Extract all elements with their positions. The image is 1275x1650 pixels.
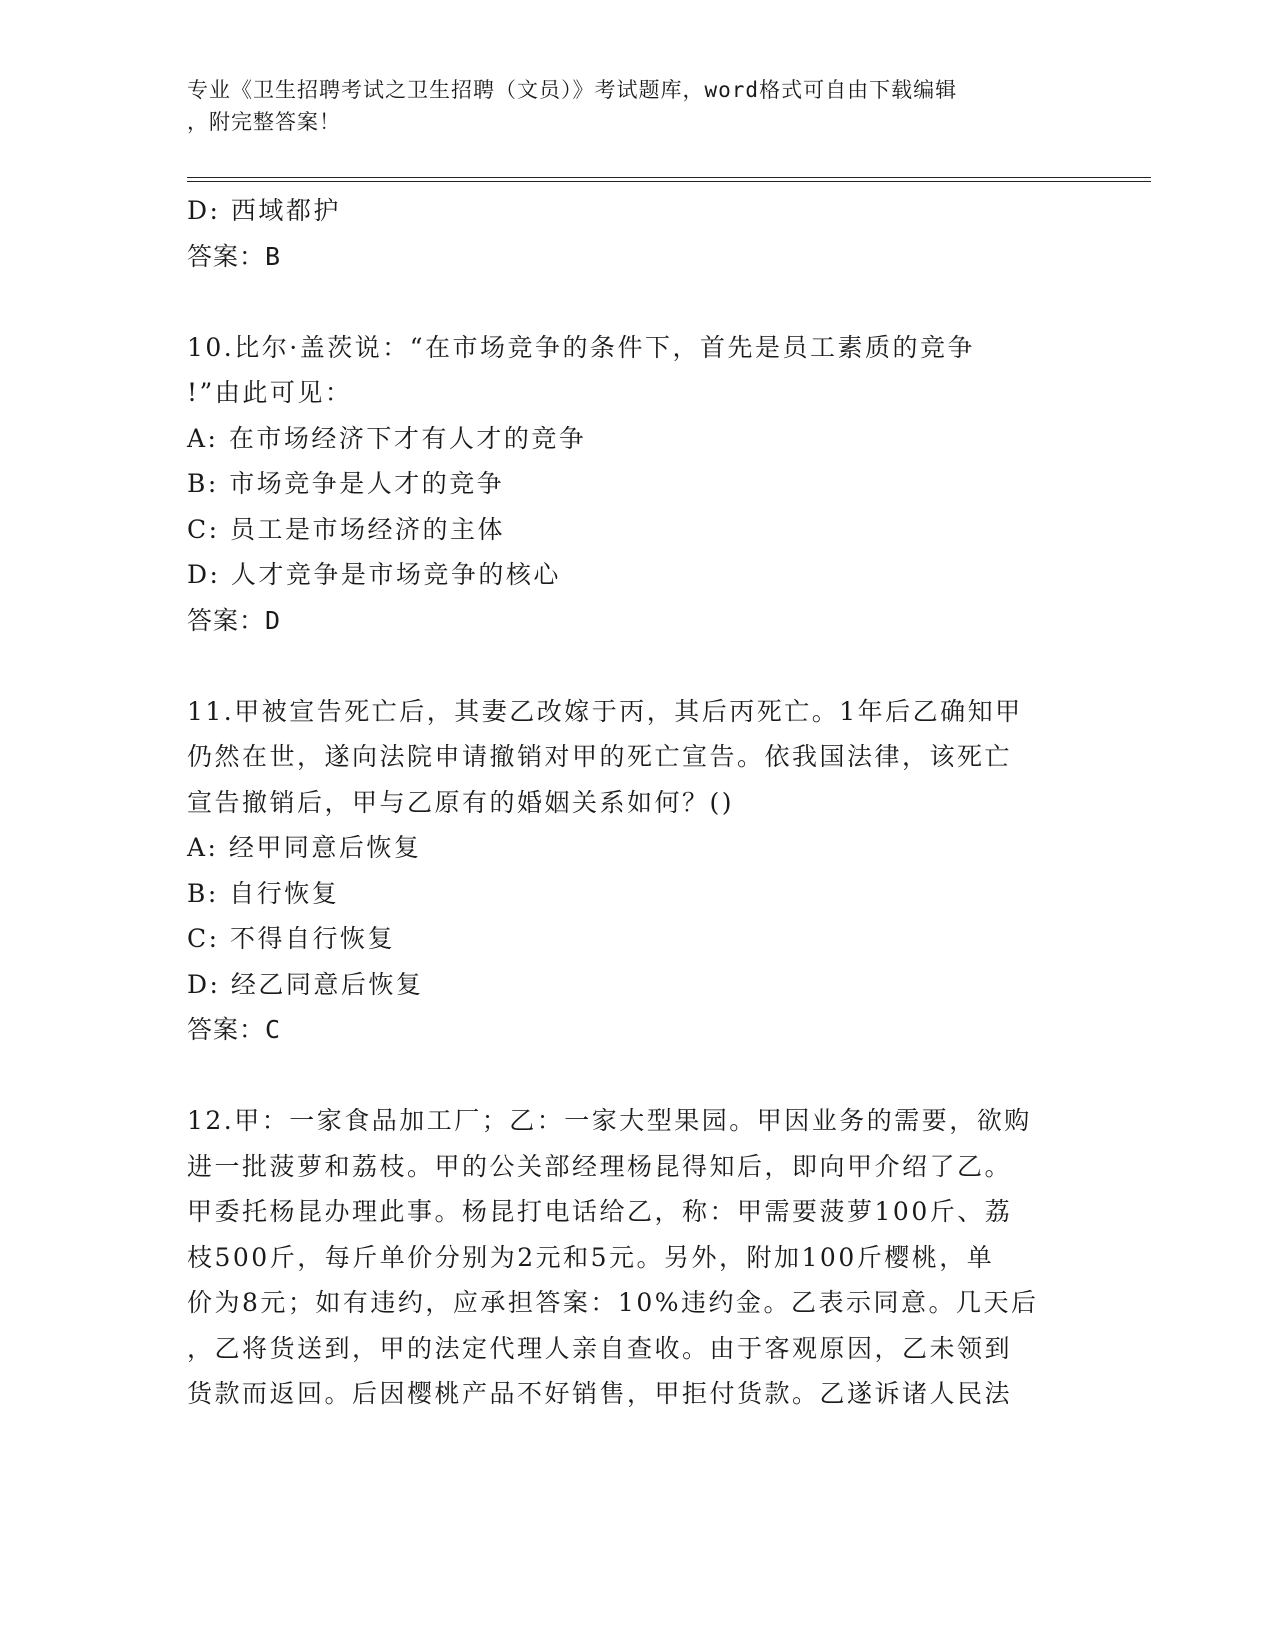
option-d: D: 西域都护	[187, 196, 341, 225]
question-text-line: 12.甲：一家食品加工厂；乙：一家大型果园。甲因业务的需要，欲购	[187, 1106, 1032, 1135]
document-header	[187, 74, 1067, 138]
answer-line: 答案：D	[187, 605, 282, 635]
option-a: A: 在市场经济下才有人才的竞争	[187, 423, 587, 453]
option-c: C: 不得自行恢复	[187, 924, 395, 953]
header-line-1: 专业《卫生招聘考试之卫生招聘（文员）》考试题库，word格式可自由下载编辑	[187, 78, 958, 102]
option-d: D: 人才竞争是市场竞争的核心	[187, 560, 561, 589]
option-b: B: 市场竞争是人才的竞争	[187, 469, 505, 498]
option-b: B: 自行恢复	[187, 878, 340, 908]
question-text-line: 货款而返回。后因樱桃产品不好销售，甲拒付货款。乙遂诉诸人民法	[187, 1379, 1013, 1408]
question-12	[187, 1098, 1087, 1417]
question-text-line: 宣告撤销后，甲与乙原有的婚姻关系如何？()	[187, 787, 735, 817]
header-line-2: ，附完整答案！	[187, 110, 341, 134]
option-d: D: 经乙同意后恢复	[187, 969, 424, 999]
option-a: A: 经甲同意后恢复	[187, 833, 422, 862]
question-text-line: 11.甲被宣告死亡后，其妻乙改嫁于丙，其后丙死亡。1年后乙确知甲	[187, 696, 1023, 726]
question-text-line: 价为8元；如有违约，应承担答案：10%违约金。乙表示同意。几天后	[187, 1288, 1039, 1317]
question-text-line: 仍然在世，遂向法院申请撤销对甲的死亡宣告。依我国法律，该死亡	[187, 742, 1013, 771]
question-text-line: 进一批菠萝和荔枝。甲的公关部经理杨昆得知后，即向甲介绍了乙。	[187, 1151, 1013, 1181]
question-text-line: ，乙将货送到，甲的法定代理人亲自查收。由于客观原因，乙未领到	[187, 1333, 1013, 1363]
header-divider	[187, 177, 1151, 178]
answer-line: 答案：B	[187, 241, 282, 271]
previous-question-tail	[187, 188, 1087, 279]
document-body	[187, 188, 1087, 1417]
option-c: C: 员工是市场经济的主体	[187, 514, 505, 544]
question-10	[187, 325, 1087, 644]
question-text-line: !”由此可见：	[187, 378, 353, 407]
header-divider-thin	[187, 181, 1151, 182]
question-text-line: 甲委托杨昆办理此事。杨昆打电话给乙，称：甲需要菠萝100斤、荔	[187, 1197, 1013, 1226]
question-11	[187, 689, 1087, 1053]
question-text-line: 10.比尔·盖茨说：“在市场竞争的条件下，首先是员工素质的竞争	[187, 332, 975, 362]
question-text-line: 枝500斤，每斤单价分别为2元和5元。另外，附加100斤樱桃，单	[187, 1242, 995, 1272]
answer-line: 答案：C	[187, 1015, 282, 1044]
